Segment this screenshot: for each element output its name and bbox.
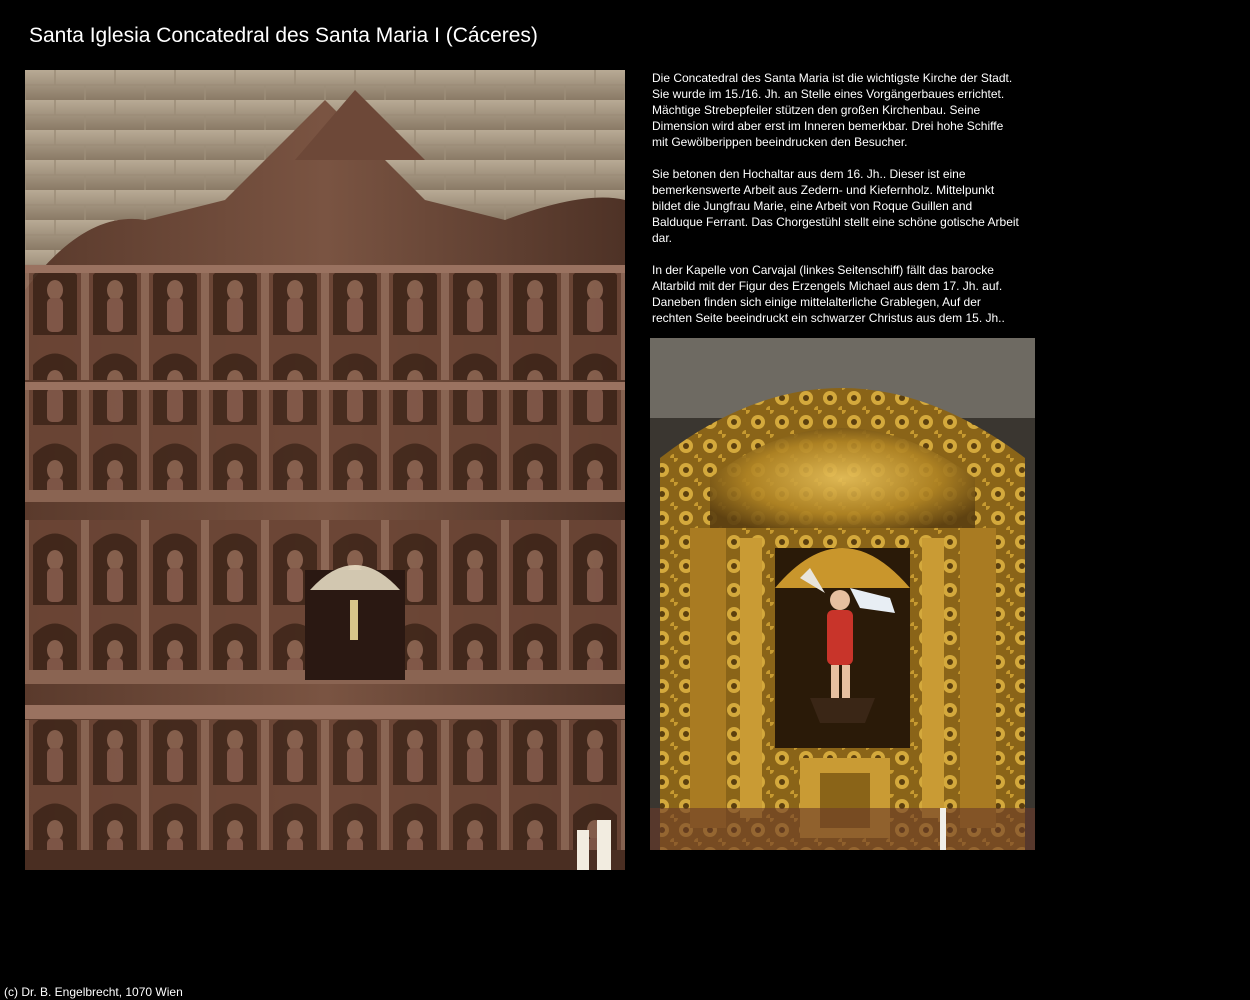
paragraph-high-altar: Sie betonen den Hochaltar aus dem 16. Jh.. Dieser ist eine bemerkenswerte Arbeit aus Zedern- und Kiefernholz. Mittelpunkt bildet die Jungfrau Marie, eine Arbeit von Roque Guillen and Balduque Ferrant. Das Chorgestühl stellt eine schöne gotische Arbeit dar. [652, 167, 1019, 245]
page-title: Santa Iglesia Concatedral des Santa Maria I (Cáceres) [29, 24, 538, 47]
baroque-altar-image [650, 338, 1035, 850]
description-text [652, 70, 1022, 342]
baroque-altar-photo [650, 338, 1035, 850]
copyright-footer: (c) Dr. B. Engelbrecht, 1070 Wien [4, 985, 183, 999]
high-altar-photo [25, 70, 625, 870]
paragraph-carvajal-chapel: In der Kapelle von Carvajal (linkes Seitenschiff) fällt das barocke Altarbild mit der Figur des Erzengels Michael aus dem 17. Jh. auf. Daneben finden sich einige mittelalterliche Grablegen, Auf der rechten Seite beeindruckt ein schwarzer Christus aus dem 15. Jh.. [652, 263, 1005, 325]
high-altar-image [25, 70, 625, 870]
paragraph-history: Die Concatedral des Santa Maria ist die wichtigste Kirche der Stadt. Sie wurde im 15./16. Jh. an Stelle eines Vorgängerbaues errichtet. Mächtige Strebepfeiler stützen den großen Kirchenbau. Seine Dimension wird aber erst im Inneren bemerkbar. Drei hohe Schiffe mit Gewölberippen beeindrucken den Besucher. [652, 71, 1013, 149]
